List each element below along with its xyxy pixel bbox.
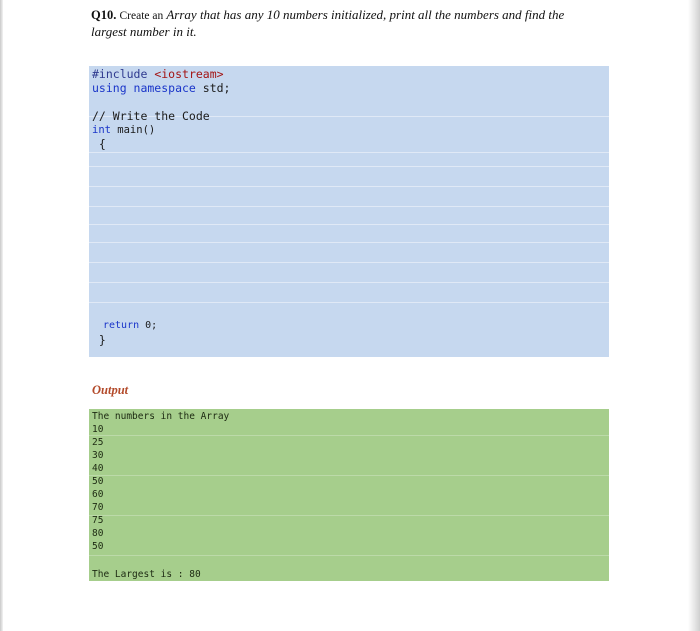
output-rule: [89, 555, 609, 556]
include-library: <iostream>: [154, 67, 224, 81]
output-number: 75: [92, 515, 104, 526]
output-number: 50: [92, 476, 104, 487]
code-comment: // Write the Code: [92, 109, 210, 123]
question-body-2: largest number in it.: [91, 24, 197, 39]
code-rule: [89, 262, 609, 263]
open-brace: {: [92, 137, 106, 151]
output-rule: [89, 475, 609, 476]
code-rule: [89, 242, 609, 243]
question-text: [91, 7, 611, 40]
question-lead: Create an: [119, 10, 164, 22]
question-body: Array that has any 10 numbers initialized, print all the numbers and find the: [166, 7, 565, 22]
page-edge-right: [688, 0, 700, 631]
return-value: 0;: [139, 320, 158, 331]
code-line-comment: [92, 109, 210, 123]
output-header-line: The numbers in the Array: [92, 411, 230, 422]
page-edge-left: [0, 0, 3, 631]
output-number: 80: [92, 528, 104, 539]
code-line-close-brace: [92, 333, 106, 347]
using-keyword: using namespace: [92, 81, 196, 95]
output-number: 50: [92, 541, 104, 552]
output-number: 10: [92, 424, 104, 435]
main-signature: main(): [110, 124, 156, 136]
output-number: 40: [92, 463, 104, 474]
close-brace: }: [92, 333, 106, 347]
output-number: 30: [92, 450, 104, 461]
include-keyword: #include: [92, 67, 148, 81]
output-number: 70: [92, 502, 104, 513]
code-rule: [89, 152, 609, 153]
code-rule: [89, 224, 609, 225]
code-rule: [89, 302, 609, 303]
output-number: 60: [92, 489, 104, 500]
using-rest: std;: [195, 81, 231, 95]
output-largest-line: The Largest is : 80: [92, 569, 201, 580]
code-block: [89, 66, 609, 357]
output-heading: Output: [92, 383, 129, 397]
code-line-main: [92, 123, 155, 137]
output-rule: [89, 515, 609, 516]
return-keyword: return: [103, 320, 140, 331]
code-rule: [89, 166, 609, 167]
code-rule: [89, 186, 609, 187]
question-number: Q10.: [91, 8, 117, 22]
code-line-include: [92, 67, 224, 81]
code-line-open-brace: [92, 137, 106, 151]
code-rule: [89, 206, 609, 207]
int-keyword: int: [92, 124, 111, 136]
code-line-using: [92, 81, 230, 95]
output-rule: [89, 435, 609, 436]
output-number: 25: [92, 437, 104, 448]
code-rule: [89, 282, 609, 283]
code-line-return: [103, 319, 157, 333]
output-block: [89, 409, 609, 581]
